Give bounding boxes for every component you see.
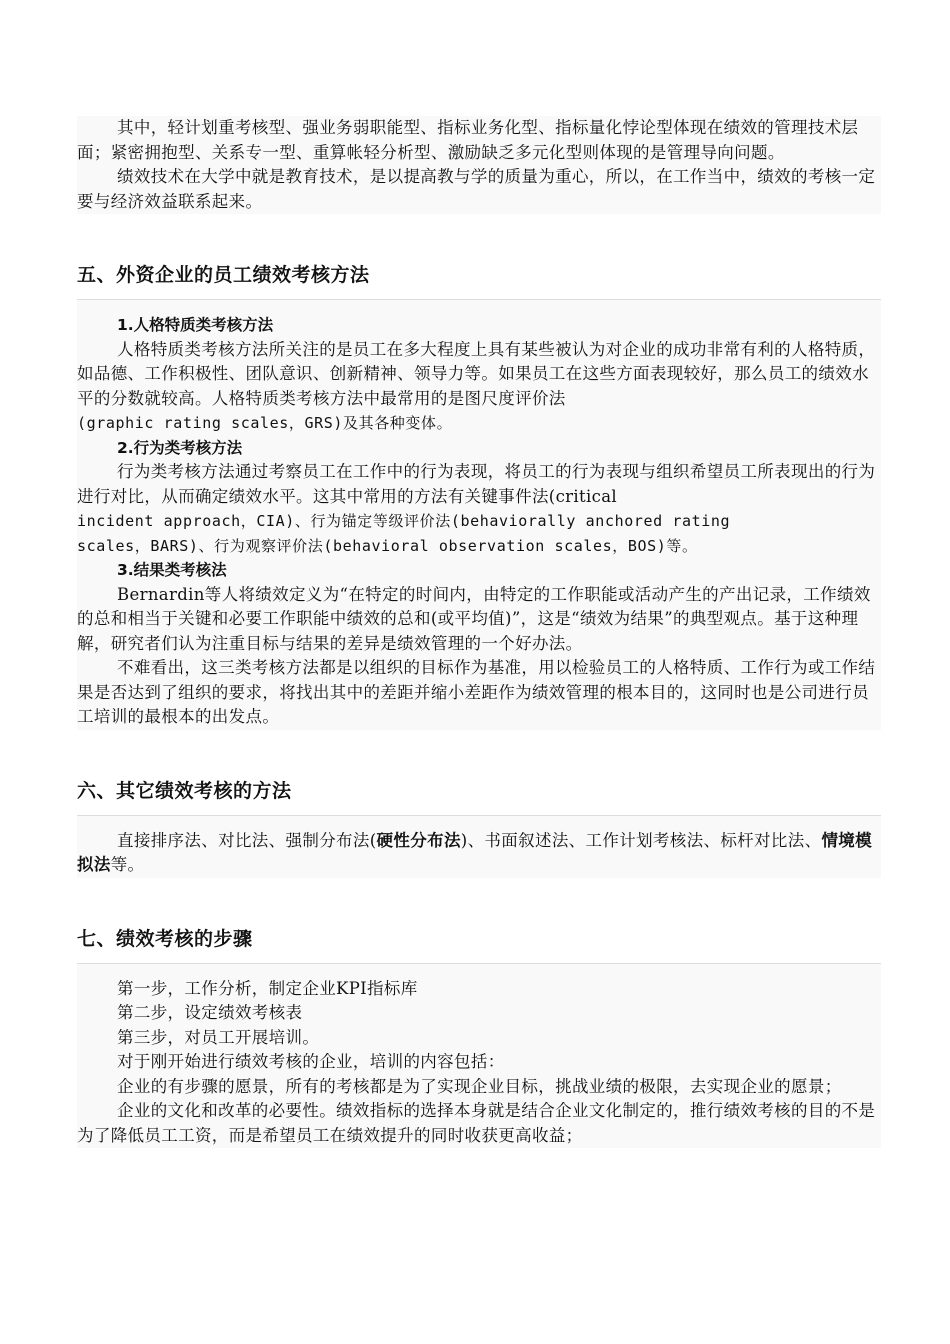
other-methods-text-1: 直接排序法、对比法、强制分布法(: [117, 830, 377, 850]
section-7-heading: 七、绩效考核的步骤: [77, 914, 881, 964]
result-paragraph: Bernardin等人将绩效定义为“在特定的时间内，由特定的工作职能或活动产生的产出记录，工作绩效的总和相当于关键和必要工作职能中绩效的总和(或平均值)”，这是“绩效为结果”的典型观点。基于这种理解，研究者们认为注重目标与结果的差异是绩效管理的一个好办法。: [77, 584, 871, 653]
subheading-personality-methods: 1.人格特质类考核方法: [117, 316, 274, 334]
section-5-body: [77, 300, 881, 730]
intro-block: [77, 116, 881, 214]
section-7-body: [77, 964, 881, 1149]
intro-paragraph-1: 其中，轻计划重考核型、强业务弱职能型、指标业务化型、指标量化悖论型体现在绩效的管理技术层面；紧密拥抱型、关系专一型、重算帐轻分析型、激励缺乏多元化型则体现的是管理导向问题。: [77, 118, 859, 162]
behavior-text-cia: incident approach，CIA)、行为锚定等级评价法(behaviorally anchored rating: [77, 512, 731, 530]
section-6-body: [77, 816, 881, 878]
section-6-heading: 六、其它绩效考核的方法: [77, 766, 881, 816]
behavior-text: 行为类考核方法通过考察员工在工作中的行为表现，将员工的行为表现与组织希望员工所表现出的行为进行对比，从而确定绩效水平。这其中常用的方法有关键事件法(critical: [77, 462, 876, 506]
intro-paragraph-2: 绩效技术在大学中就是教育技术，是以提高教与学的质量为重心，所以，在工作当中，绩效的考核一定要与经济效益联系起来。: [77, 167, 876, 211]
training-culture: 企业的文化和改革的必要性。绩效指标的选择本身就是结合企业文化制定的，推行绩效考核的目的不是为了降低员工工资，而是希望员工在绩效提升的同时收获更高收益；: [77, 1101, 876, 1145]
other-methods-text-3: 等。: [110, 855, 145, 874]
bold-forced-distribution: 硬性分布法: [376, 830, 461, 850]
document-page: [77, 116, 881, 1148]
step-1: 第一步，工作分析，制定企业KPI指标库: [117, 978, 418, 998]
other-methods-paragraph: [77, 829, 881, 878]
subheading-behavior-methods: 2.行为类考核方法: [117, 438, 243, 457]
behavior-paragraph: [77, 460, 881, 558]
personality-paragraph: [77, 338, 881, 436]
other-methods-text-2: )、书面叙述法、工作计划考核法、标杆对比法、: [460, 830, 822, 850]
behavior-text-bars: scales，BARS)、行为观察评价法(behavioral observation scales，BOS)等。: [77, 536, 698, 555]
section-5-heading: 五、外资企业的员工绩效考核方法: [77, 250, 881, 300]
personality-text-grs: (graphic rating scales，GRS)及其各种变体。: [77, 414, 453, 432]
step-2: 第二步，设定绩效考核表: [117, 1003, 303, 1022]
training-vision: 企业的有步骤的愿景，所有的考核都是为了实现企业目标，挑战业绩的极限，去实现企业的愿景；: [117, 1076, 842, 1096]
personality-text: 人格特质类考核方法所关注的是员工在多大程度上具有某些被认为对企业的成功非常有利的人格特质，如品德、工作积极性、团队意识、创新精神、领导力等。如果员工在这些方面表现较好，那么员工的绩效水平的分数就较高。人格特质类考核方法中最常用的是图尺度评价法: [77, 339, 876, 408]
step-3: 第三步，对员工开展培训。: [117, 1027, 320, 1047]
bold-situational-simulation: 情境模拟法: [77, 830, 872, 874]
summary-paragraph: 不难看出，这三类考核方法都是以组织的目标作为基准，用以检验员工的人格特质、工作行为或工作结果是否达到了组织的要求，将找出其中的差距并缩小差距作为绩效管理的根本目的，这同时也是公司进行员工培训的最根本的出发点。: [77, 658, 876, 726]
training-intro: 对于刚开始进行绩效考核的企业，培训的内容包括：: [117, 1052, 505, 1071]
subheading-result-methods: 3.结果类考核法: [117, 561, 227, 579]
